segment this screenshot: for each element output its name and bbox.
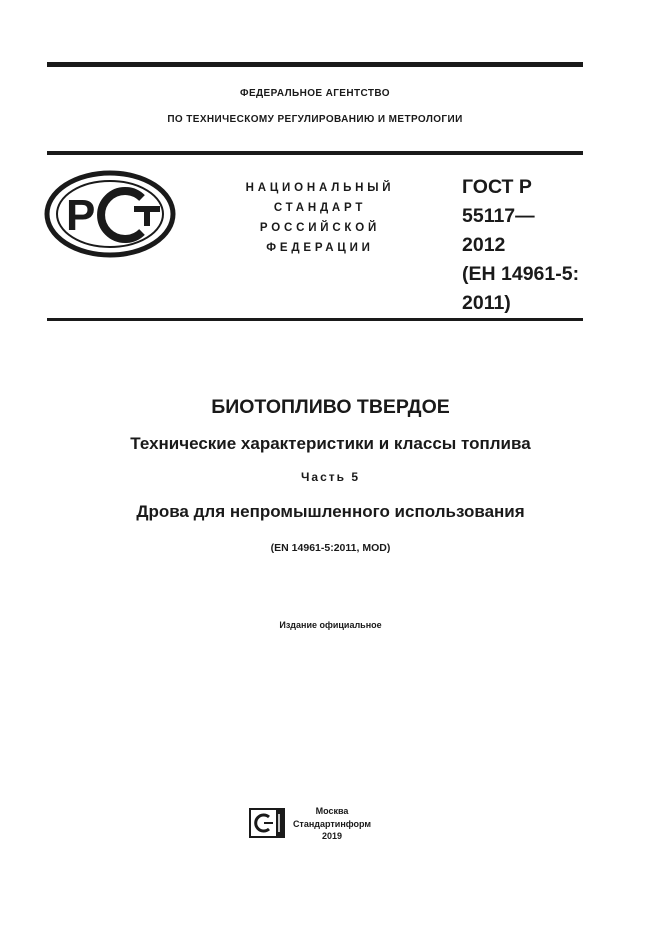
national-line: РОССИЙСКОЙ — [259, 222, 381, 234]
header-rule — [47, 151, 583, 155]
publisher-name: Стандартинформ — [292, 818, 372, 829]
national-line: ФЕДЕРАЦИИ — [266, 242, 374, 254]
svg-text:P: P — [66, 191, 96, 240]
part-label: Часть 5 — [300, 470, 361, 484]
top-rule — [47, 62, 583, 67]
rst-gost-logo-icon — [44, 170, 176, 258]
gost-line: ГОСТ Р — [462, 176, 532, 198]
standartinform-logo-icon — [249, 808, 289, 838]
publisher-year: 2019 — [321, 831, 343, 841]
gost-line: (ЕН 14961-5: — [462, 263, 580, 285]
national-line: НАЦИОНАЛЬНЫЙ — [245, 182, 395, 194]
block-rule — [47, 318, 583, 321]
national-standard-label — [215, 178, 425, 258]
gost-designation — [462, 173, 582, 318]
national-line: СТАНДАРТ — [273, 202, 367, 214]
document-subtitle: Технические характеристики и классы топлива — [130, 434, 531, 453]
gost-line: 55117— — [462, 205, 535, 227]
edition-note: Издание официальное — [279, 620, 382, 630]
publisher-info — [292, 805, 372, 843]
agency-line-1: ФЕДЕРАЛЬНОЕ АГЕНТСТВО — [240, 88, 390, 99]
agency-line-2: ПО ТЕХНИЧЕСКОМУ РЕГУЛИРОВАНИЮ И МЕТРОЛОГИИ — [167, 114, 463, 125]
gost-line: 2011) — [462, 292, 511, 314]
gost-line: 2012 — [462, 234, 506, 256]
en-reference: (EN 14961-5:2011, MOD) — [270, 542, 391, 554]
part-title: Дрова для непромышленного использования — [136, 502, 525, 521]
document-title: БИОТОПЛИВО ТВЕРДОЕ — [211, 396, 450, 418]
publisher-city: Москва — [315, 806, 349, 816]
